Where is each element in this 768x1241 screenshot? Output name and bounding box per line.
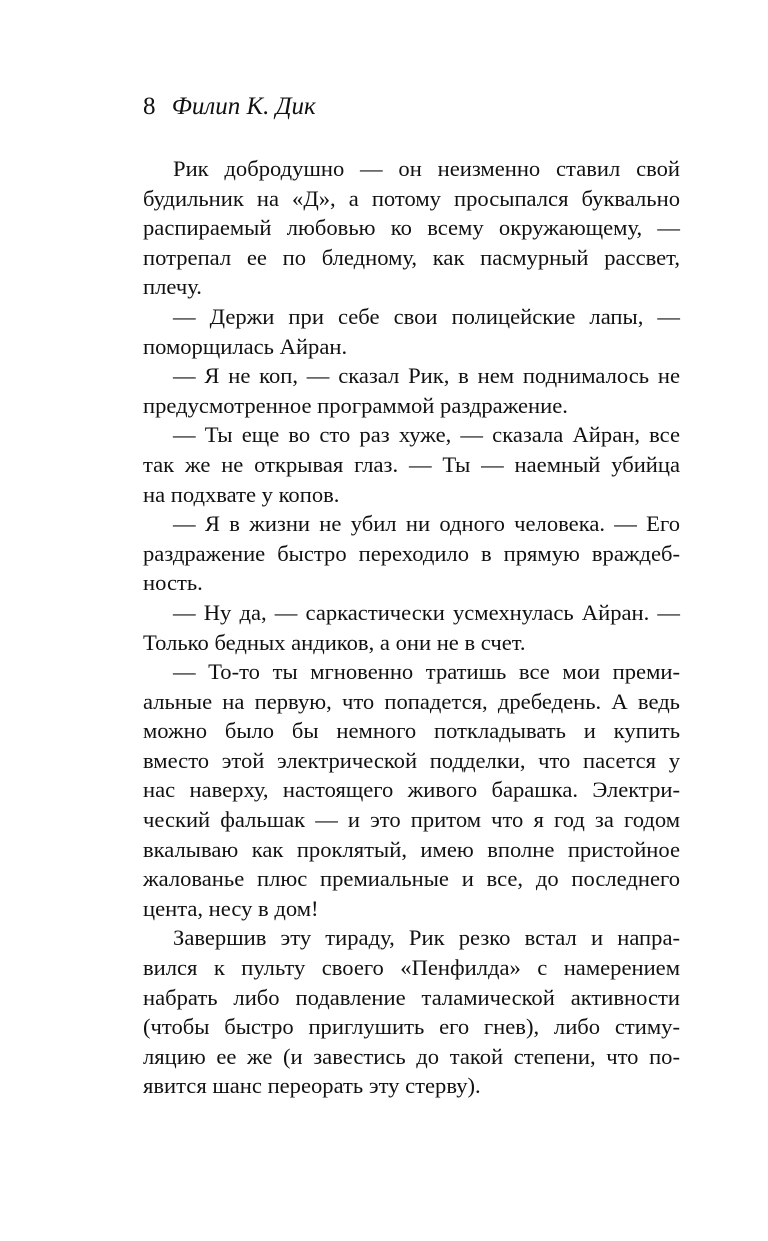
text-line: можно было бы немного поткладывать и купить (143, 718, 680, 744)
text-line: ляцию ее же (и завестись до такой степени, что по- (143, 1043, 680, 1069)
text-line: на подхвате у копов. (143, 481, 340, 507)
text-line: ческий фальшак — и это притом что я год за годом (143, 807, 680, 833)
text-line: ность. (143, 570, 203, 596)
paragraph (143, 923, 680, 1101)
paragraph (143, 509, 680, 598)
text-line: — Держи при себе свои полицейские лапы, — (173, 303, 680, 329)
running-header-author: Филип К. Дик (171, 93, 316, 120)
text-line: — Ты еще во сто раз хуже, — сказала Айран, все (173, 422, 680, 448)
text-line: вкалываю как проклятый, имею вполне пристойное (143, 836, 680, 862)
paragraph (143, 420, 680, 509)
paragraph (143, 154, 680, 302)
text-line: цента, несу в дом! (143, 895, 319, 921)
text-line: — Ну да, — саркастически усмехнулась Айран. — (173, 599, 680, 625)
text-line: нас наверху, настоящего живого барашка. Электри- (143, 777, 680, 803)
text-line: плечу. (143, 274, 202, 300)
text-line: жалованье плюс премиальные и все, до последнего (143, 866, 680, 892)
text-line: потрепал ее по бледному, как пасмурный рассвет, (143, 244, 680, 270)
text-line: распираемый любовью ко всему окружающему, — (143, 215, 680, 241)
text-line: — Я в жизни не убил ни одного человека. — Его (173, 511, 680, 537)
paragraph (143, 657, 680, 923)
paragraph (143, 598, 680, 657)
text-line: — То-то ты мгновенно тратишь все мои преми- (173, 659, 680, 685)
text-line: поморщилась Айран. (143, 333, 348, 359)
text-line: явится шанс переорать эту стерву). (143, 1073, 481, 1099)
text-line: раздражение быстро переходило в прямую враждеб- (143, 540, 680, 566)
body-text (143, 154, 680, 1101)
text-line: вместо этой электрической подделки, что пасется у (143, 747, 680, 773)
paragraph (143, 302, 680, 361)
text-line: (чтобы быстро приглушить его гнев), либо стиму- (143, 1014, 680, 1040)
text-line: Только бедных андиков, а они не в счет. (143, 629, 526, 655)
text-line: будильник на «Д», а потому просыпался буквально (143, 185, 680, 211)
page-number: 8 (143, 93, 156, 120)
text-line: Рик добродушно — он неизменно ставил свой (173, 156, 680, 181)
text-line: вился к пульту своего «Пенфилда» с намерением (143, 955, 680, 981)
paragraph (143, 361, 680, 420)
text-line: Завершив эту тираду, Рик резко встал и напра- (173, 925, 680, 951)
text-line: предусмотренное программой раздражение. (143, 392, 568, 418)
running-header (143, 92, 316, 122)
text-line: — Я не коп, — сказал Рик, в нем поднималось не (173, 363, 680, 389)
text-line: набрать либо подавление таламической активности (143, 984, 680, 1010)
text-line: так же не открывая глаз. — Ты — наемный убийца (143, 451, 680, 477)
text-line: альные на первую, что попадется, дребедень. А ведь (143, 688, 680, 714)
